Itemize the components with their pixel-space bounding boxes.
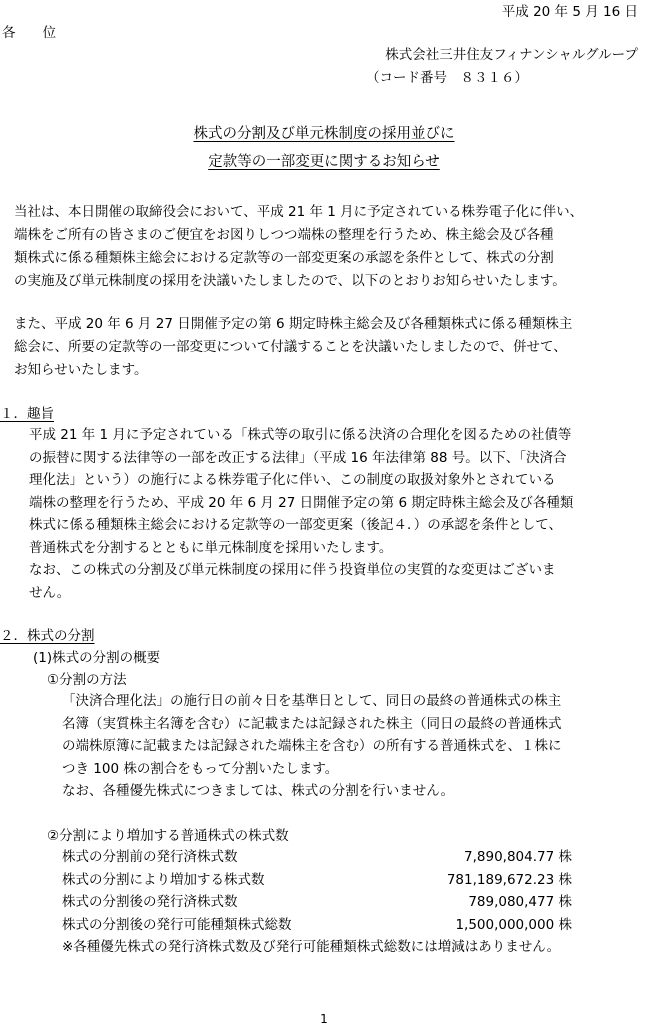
text-line: つき 100 株の割合をもって分割いたします。 [62,760,339,777]
document-date: 平成 20 年 5 月 16 日 [501,4,638,20]
text-line: お知らせいたします。 [14,362,148,378]
page-number: 1 [320,1012,328,1026]
row-label: 株式の分割後の発行済株式数 [62,894,238,910]
item-1-heading: ①分割の方法 [47,672,127,688]
table-row [62,846,572,869]
table-row [62,869,572,892]
text-line: 類株式に係る種類株主総会における定款等の一部変更案の承認を条件として、株式の分割 [14,250,554,266]
item-2-heading: ②分割により増加する普通株式の株式数 [47,828,289,844]
item-1-body [62,690,562,803]
company-name: 株式会社三井住友フィナンシャルグループ [385,47,638,63]
text-line: の振替に関する法律等の一部を改正する法律」（平成 16 年法律第 88 号。以下、「決済合 [29,449,567,466]
row-value: 7,890,804.77 株 [464,849,572,865]
text-line: 端株の整理を行うため、平成 20 年 6 月 27 日開催予定の第 6 期定時株主総会及び各種類 [29,494,574,511]
text-line: 理化法」という）の施行による株券電子化に伴い、この制度の取扱対象外とされている [29,472,556,488]
table-row [62,891,572,914]
row-value: 1,500,000,000 株 [455,916,572,933]
document-title-line-1: 株式の分割及び単元株制度の採用並びに [193,126,455,142]
intro-paragraph-1 [14,201,636,293]
row-label: 株式の分割により増加する株式数 [62,871,265,888]
text-line: 平成 21 年 1 月に予定されている「株式等の取引に係る決済の合理化を図るための社債等 [29,427,572,443]
text-line: また、平成 20 年 6 月 27 日開催予定の第 6 期定時株主総会及び各種類株式に係る種類株主 [14,316,573,332]
addressee: 各 位 [2,25,56,41]
row-label: 株式の分割前の発行済株式数 [62,849,238,865]
table-note: ※各種優先株式の発行済株式数及び発行可能種類株式総数には増減はありません。 [62,939,561,955]
row-value: 781,189,672.23 株 [446,871,572,888]
text-line: 端株をご所有の皆さまのご便宜をお図りしつつ端株の整理を行うため、株主総会及び各種 [14,227,554,243]
text-line: なお、各種優先株式につきましては、株式の分割を行いません。 [62,783,455,799]
section-1-body [29,424,573,604]
table-row [62,914,572,937]
intro-paragraph-2 [14,313,636,382]
text-line: 株式に係る種類株主総会における定款等の一部変更案（後記４．）の承認を条件として、 [29,517,562,533]
section-2-heading: ２．株式の分割 [0,628,95,644]
row-label: 株式の分割後の発行可能種類株式総数 [62,916,292,933]
text-line: の実施及び単元株制度の採用を決議いたしましたので、以下のとおりお知らせいたします。 [14,273,566,289]
text-line: 名簿（実質株主名簿を含む）に記載または記録された株主（同日の最終の普通株式 [62,715,562,732]
text-line: なお、この株式の分割及び単元株制度の採用に伴う投資単位の実質的な変更はございま [29,562,556,578]
text-line: 総会に、所要の定款等の一部変更について付議することを決議いたしましたので、併せて、 [14,339,567,355]
text-line: せん。 [29,584,71,601]
row-value: 789,080,477 株 [468,894,572,910]
section-1-heading: １．趣旨 [0,406,54,422]
text-line: の端株原簿に記載または記録された端株主を含む）の所有する普通株式を、１株に [62,738,562,754]
text-line: 「決済合理化法」の施行日の前々日を基準日として、同日の最終の普通株式の株主 [62,693,562,709]
document-title-line-2: 定款等の一部変更に関するお知らせ [208,154,440,170]
securities-code: （コード番号 ８３１６） [366,70,528,86]
share-count-table [62,846,572,936]
text-line: 当社は、本日開催の取締役会において、平成 21 年 1 月に予定されている株券電子化に伴い、 [14,204,584,220]
subsection-heading: (1)株式の分割の概要 [33,650,161,666]
text-line: 普通株式を分割するとともに単元株制度を採用いたします。 [29,539,393,556]
